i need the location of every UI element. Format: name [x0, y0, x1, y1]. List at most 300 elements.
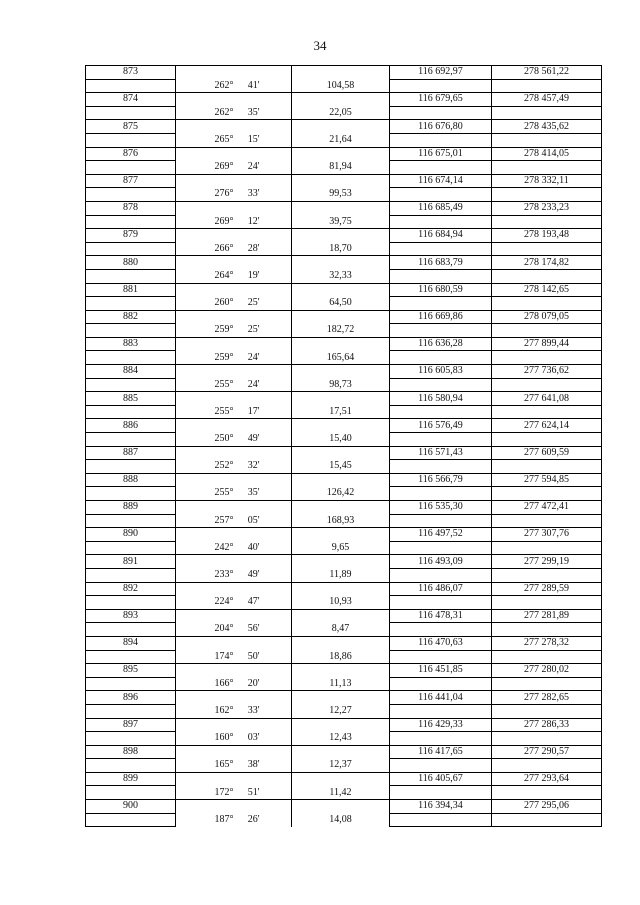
- x-coordinate: 116 405,67: [390, 772, 492, 786]
- point-cell-empty: [86, 106, 176, 120]
- segment-row: [86, 405, 602, 419]
- direction-angle: [176, 759, 292, 773]
- point-number: 877: [86, 174, 176, 188]
- point-cell-empty: [86, 351, 176, 365]
- x-cell-empty: [390, 161, 492, 175]
- x-cell-empty: [390, 269, 492, 283]
- x-cell-empty: [390, 487, 492, 501]
- point-cell-empty: [86, 786, 176, 800]
- angle-minutes: 35': [247, 106, 260, 118]
- x-cell-empty: [390, 786, 492, 800]
- x-coordinate: 116 417,65: [390, 745, 492, 759]
- angle-minutes: 24': [247, 161, 260, 173]
- y-coordinate: 277 289,59: [492, 582, 602, 596]
- direction-angle: [176, 677, 292, 691]
- segment-distance: 12,37: [292, 759, 390, 773]
- angle-cell-empty: [176, 174, 292, 188]
- point-number: 884: [86, 365, 176, 379]
- segment-distance: 168,93: [292, 514, 390, 528]
- angle-cell-empty: [176, 66, 292, 80]
- direction-angle: [176, 732, 292, 746]
- point-row: [86, 174, 602, 188]
- direction-angle: [176, 650, 292, 664]
- angle-degrees: 255°: [214, 378, 234, 390]
- point-number: 882: [86, 310, 176, 324]
- coordinates-table-body: [86, 66, 602, 827]
- segment-distance: 11,89: [292, 568, 390, 582]
- segment-row: [86, 133, 602, 147]
- y-coordinate: 277 609,59: [492, 446, 602, 460]
- y-cell-empty: [492, 161, 602, 175]
- y-coordinate: 277 293,64: [492, 772, 602, 786]
- y-coordinate: 277 299,19: [492, 555, 602, 569]
- y-cell-empty: [492, 242, 602, 256]
- x-cell-empty: [390, 433, 492, 447]
- direction-angle: [176, 405, 292, 419]
- distance-cell-empty: [292, 283, 390, 297]
- point-number: 900: [86, 800, 176, 814]
- distance-cell-empty: [292, 365, 390, 379]
- point-row: [86, 365, 602, 379]
- point-number: 885: [86, 392, 176, 406]
- segment-row: [86, 106, 602, 120]
- distance-cell-empty: [292, 229, 390, 243]
- direction-angle: [176, 487, 292, 501]
- angle-degrees: 255°: [214, 487, 234, 499]
- x-cell-empty: [390, 351, 492, 365]
- angle-minutes: 49': [247, 569, 260, 581]
- point-cell-empty: [86, 133, 176, 147]
- angle-minutes: 33': [247, 188, 260, 200]
- point-row: [86, 800, 602, 814]
- y-cell-empty: [492, 677, 602, 691]
- point-cell-empty: [86, 460, 176, 474]
- angle-minutes: 41': [247, 79, 260, 91]
- x-coordinate: 116 580,94: [390, 392, 492, 406]
- y-coordinate: 277 281,89: [492, 609, 602, 623]
- angle-minutes: 15': [247, 134, 260, 146]
- direction-angle: [176, 813, 292, 827]
- y-cell-empty: [492, 786, 602, 800]
- x-cell-empty: [390, 242, 492, 256]
- x-coordinate: 116 674,14: [390, 174, 492, 188]
- segment-distance: 15,40: [292, 433, 390, 447]
- segment-row: [86, 487, 602, 501]
- angle-cell-empty: [176, 664, 292, 678]
- distance-cell-empty: [292, 337, 390, 351]
- point-row: [86, 718, 602, 732]
- x-cell-empty: [390, 106, 492, 120]
- x-coordinate: 116 675,01: [390, 147, 492, 161]
- point-number: 879: [86, 229, 176, 243]
- angle-cell-empty: [176, 691, 292, 705]
- x-coordinate: 116 684,94: [390, 229, 492, 243]
- distance-cell-empty: [292, 310, 390, 324]
- y-coordinate: 278 332,11: [492, 174, 602, 188]
- point-number: 893: [86, 609, 176, 623]
- angle-degrees: 262°: [214, 106, 234, 118]
- angle-degrees: 260°: [214, 297, 234, 309]
- point-number: 878: [86, 201, 176, 215]
- x-cell-empty: [390, 704, 492, 718]
- y-cell-empty: [492, 813, 602, 827]
- distance-cell-empty: [292, 555, 390, 569]
- angle-cell-empty: [176, 528, 292, 542]
- angle-cell-empty: [176, 93, 292, 107]
- x-cell-empty: [390, 133, 492, 147]
- angle-degrees: 172°: [214, 786, 234, 798]
- angle-cell-empty: [176, 745, 292, 759]
- segment-distance: 39,75: [292, 215, 390, 229]
- point-cell-empty: [86, 161, 176, 175]
- angle-degrees: 204°: [214, 623, 234, 635]
- direction-angle: [176, 704, 292, 718]
- distance-cell-empty: [292, 93, 390, 107]
- point-cell-empty: [86, 650, 176, 664]
- point-cell-empty: [86, 813, 176, 827]
- segment-distance: 64,50: [292, 297, 390, 311]
- angle-degrees: 269°: [214, 215, 234, 227]
- y-coordinate: 277 472,41: [492, 501, 602, 515]
- angle-degrees: 259°: [214, 324, 234, 336]
- point-row: [86, 93, 602, 107]
- angle-cell-empty: [176, 365, 292, 379]
- y-coordinate: 277 736,62: [492, 365, 602, 379]
- x-cell-empty: [390, 732, 492, 746]
- x-cell-empty: [390, 297, 492, 311]
- x-coordinate: 116 680,59: [390, 283, 492, 297]
- segment-distance: 10,93: [292, 596, 390, 610]
- point-cell-empty: [86, 433, 176, 447]
- x-coordinate: 116 478,31: [390, 609, 492, 623]
- angle-minutes: 28': [247, 242, 260, 254]
- angle-cell-empty: [176, 147, 292, 161]
- angle-cell-empty: [176, 256, 292, 270]
- angle-degrees: 265°: [214, 134, 234, 146]
- direction-angle: [176, 269, 292, 283]
- segment-distance: 21,64: [292, 133, 390, 147]
- point-row: [86, 691, 602, 705]
- coordinates-table: [85, 65, 602, 827]
- angle-cell-empty: [176, 229, 292, 243]
- distance-cell-empty: [292, 120, 390, 134]
- distance-cell-empty: [292, 419, 390, 433]
- point-row: [86, 147, 602, 161]
- point-number: 880: [86, 256, 176, 270]
- x-coordinate: 116 679,65: [390, 93, 492, 107]
- y-coordinate: 277 641,08: [492, 392, 602, 406]
- angle-minutes: 38': [247, 759, 260, 771]
- point-cell-empty: [86, 596, 176, 610]
- angle-minutes: 25': [247, 324, 260, 336]
- point-cell-empty: [86, 297, 176, 311]
- distance-cell-empty: [292, 745, 390, 759]
- angle-minutes: 51': [247, 786, 260, 798]
- x-cell-empty: [390, 324, 492, 338]
- segment-distance: 18,70: [292, 242, 390, 256]
- point-number: 894: [86, 636, 176, 650]
- angle-cell-empty: [176, 201, 292, 215]
- page-number: 34: [313, 38, 327, 53]
- x-coordinate: 116 486,07: [390, 582, 492, 596]
- y-cell-empty: [492, 405, 602, 419]
- point-cell-empty: [86, 324, 176, 338]
- x-cell-empty: [390, 568, 492, 582]
- angle-minutes: 05': [247, 514, 260, 526]
- direction-angle: [176, 161, 292, 175]
- angle-minutes: 50': [247, 650, 260, 662]
- point-row: [86, 609, 602, 623]
- segment-distance: 32,33: [292, 269, 390, 283]
- point-number: 891: [86, 555, 176, 569]
- x-cell-empty: [390, 623, 492, 637]
- point-cell-empty: [86, 623, 176, 637]
- segment-row: [86, 623, 602, 637]
- x-coordinate: 116 576,49: [390, 419, 492, 433]
- y-cell-empty: [492, 732, 602, 746]
- point-cell-empty: [86, 215, 176, 229]
- x-cell-empty: [390, 759, 492, 773]
- angle-degrees: 233°: [214, 569, 234, 581]
- direction-angle: [176, 433, 292, 447]
- point-row: [86, 229, 602, 243]
- y-cell-empty: [492, 433, 602, 447]
- direction-angle: [176, 324, 292, 338]
- y-cell-empty: [492, 460, 602, 474]
- distance-cell-empty: [292, 256, 390, 270]
- angle-minutes: 40': [247, 541, 260, 553]
- angle-cell-empty: [176, 446, 292, 460]
- distance-cell-empty: [292, 582, 390, 596]
- angle-cell-empty: [176, 718, 292, 732]
- y-coordinate: 277 307,76: [492, 528, 602, 542]
- angle-minutes: 33': [247, 704, 260, 716]
- x-cell-empty: [390, 79, 492, 93]
- distance-cell-empty: [292, 528, 390, 542]
- y-coordinate: 277 624,14: [492, 419, 602, 433]
- direction-angle: [176, 297, 292, 311]
- segment-row: [86, 433, 602, 447]
- angle-cell-empty: [176, 337, 292, 351]
- direction-angle: [176, 133, 292, 147]
- distance-cell-empty: [292, 664, 390, 678]
- angle-degrees: 162°: [214, 704, 234, 716]
- angle-cell-empty: [176, 283, 292, 297]
- x-coordinate: 116 497,52: [390, 528, 492, 542]
- angle-degrees: 166°: [214, 677, 234, 689]
- angle-cell-empty: [176, 501, 292, 515]
- segment-row: [86, 460, 602, 474]
- direction-angle: [176, 541, 292, 555]
- angle-minutes: 17': [247, 405, 260, 417]
- y-cell-empty: [492, 215, 602, 229]
- segment-row: [86, 650, 602, 664]
- point-cell-empty: [86, 487, 176, 501]
- point-row: [86, 636, 602, 650]
- direction-angle: [176, 351, 292, 365]
- segment-distance: 18,86: [292, 650, 390, 664]
- angle-degrees: 259°: [214, 351, 234, 363]
- x-cell-empty: [390, 514, 492, 528]
- angle-minutes: 24': [247, 378, 260, 390]
- y-cell-empty: [492, 378, 602, 392]
- y-coordinate: 278 142,65: [492, 283, 602, 297]
- segment-row: [86, 759, 602, 773]
- y-coordinate: 278 457,49: [492, 93, 602, 107]
- angle-minutes: 24': [247, 351, 260, 363]
- point-row: [86, 745, 602, 759]
- y-cell-empty: [492, 324, 602, 338]
- point-number: 875: [86, 120, 176, 134]
- segment-row: [86, 215, 602, 229]
- point-cell-empty: [86, 405, 176, 419]
- y-coordinate: 277 282,65: [492, 691, 602, 705]
- y-coordinate: 277 899,44: [492, 337, 602, 351]
- point-number: 890: [86, 528, 176, 542]
- angle-degrees: 224°: [214, 596, 234, 608]
- point-number: 889: [86, 501, 176, 515]
- angle-degrees: 252°: [214, 460, 234, 472]
- direction-angle: [176, 378, 292, 392]
- angle-minutes: 20': [247, 677, 260, 689]
- angle-cell-empty: [176, 636, 292, 650]
- angle-cell-empty: [176, 582, 292, 596]
- distance-cell-empty: [292, 174, 390, 188]
- angle-degrees: 269°: [214, 161, 234, 173]
- y-cell-empty: [492, 759, 602, 773]
- point-number: 888: [86, 473, 176, 487]
- angle-degrees: 257°: [214, 514, 234, 526]
- y-coordinate: 277 290,57: [492, 745, 602, 759]
- point-cell-empty: [86, 541, 176, 555]
- y-cell-empty: [492, 514, 602, 528]
- segment-row: [86, 79, 602, 93]
- x-coordinate: 116 676,80: [390, 120, 492, 134]
- point-row: [86, 473, 602, 487]
- angle-cell-empty: [176, 555, 292, 569]
- point-cell-empty: [86, 732, 176, 746]
- y-coordinate: 278 233,23: [492, 201, 602, 215]
- angle-cell-empty: [176, 473, 292, 487]
- angle-minutes: 56': [247, 623, 260, 635]
- point-cell-empty: [86, 378, 176, 392]
- x-coordinate: 116 535,30: [390, 501, 492, 515]
- segment-distance: 99,53: [292, 188, 390, 202]
- angle-minutes: 49': [247, 433, 260, 445]
- segment-row: [86, 514, 602, 528]
- y-cell-empty: [492, 623, 602, 637]
- distance-cell-empty: [292, 800, 390, 814]
- point-number: 883: [86, 337, 176, 351]
- point-row: [86, 120, 602, 134]
- distance-cell-empty: [292, 473, 390, 487]
- point-number: 899: [86, 772, 176, 786]
- distance-cell-empty: [292, 147, 390, 161]
- segment-distance: 9,65: [292, 541, 390, 555]
- x-cell-empty: [390, 677, 492, 691]
- x-coordinate: 116 571,43: [390, 446, 492, 460]
- y-cell-empty: [492, 596, 602, 610]
- point-number: 874: [86, 93, 176, 107]
- segment-distance: 8,47: [292, 623, 390, 637]
- angle-cell-empty: [176, 800, 292, 814]
- segment-distance: 12,27: [292, 704, 390, 718]
- x-coordinate: 116 636,28: [390, 337, 492, 351]
- point-number: 881: [86, 283, 176, 297]
- x-cell-empty: [390, 188, 492, 202]
- point-row: [86, 66, 602, 80]
- point-row: [86, 419, 602, 433]
- point-cell-empty: [86, 514, 176, 528]
- point-number: 886: [86, 419, 176, 433]
- direction-angle: [176, 79, 292, 93]
- direction-angle: [176, 106, 292, 120]
- y-cell-empty: [492, 650, 602, 664]
- angle-degrees: 262°: [214, 79, 234, 91]
- segment-distance: 165,64: [292, 351, 390, 365]
- direction-angle: [176, 242, 292, 256]
- segment-distance: 126,42: [292, 487, 390, 501]
- angle-degrees: 187°: [214, 813, 234, 825]
- segment-distance: 22,05: [292, 106, 390, 120]
- angle-minutes: 25': [247, 297, 260, 309]
- y-coordinate: 277 286,33: [492, 718, 602, 732]
- segment-row: [86, 242, 602, 256]
- point-cell-empty: [86, 79, 176, 93]
- segment-row: [86, 188, 602, 202]
- x-coordinate: 116 685,49: [390, 201, 492, 215]
- point-row: [86, 337, 602, 351]
- point-row: [86, 528, 602, 542]
- angle-degrees: 160°: [214, 732, 234, 744]
- segment-row: [86, 378, 602, 392]
- point-row: [86, 392, 602, 406]
- angle-cell-empty: [176, 609, 292, 623]
- segment-distance: 182,72: [292, 324, 390, 338]
- direction-angle: [176, 568, 292, 582]
- angle-minutes: 19': [247, 269, 260, 281]
- x-coordinate: 116 683,79: [390, 256, 492, 270]
- x-cell-empty: [390, 813, 492, 827]
- y-coordinate: 278 561,22: [492, 66, 602, 80]
- angle-minutes: 26': [247, 813, 260, 825]
- angle-minutes: 32': [247, 460, 260, 472]
- x-coordinate: 116 470,63: [390, 636, 492, 650]
- y-coordinate: 277 278,32: [492, 636, 602, 650]
- x-coordinate: 116 394,34: [390, 800, 492, 814]
- angle-cell-empty: [176, 772, 292, 786]
- point-row: [86, 555, 602, 569]
- angle-degrees: 266°: [214, 242, 234, 254]
- direction-angle: [176, 514, 292, 528]
- angle-degrees: 250°: [214, 433, 234, 445]
- point-cell-empty: [86, 677, 176, 691]
- point-row: [86, 283, 602, 297]
- angle-degrees: 165°: [214, 759, 234, 771]
- segment-row: [86, 541, 602, 555]
- point-row: [86, 446, 602, 460]
- distance-cell-empty: [292, 66, 390, 80]
- point-row: [86, 201, 602, 215]
- point-cell-empty: [86, 568, 176, 582]
- point-cell-empty: [86, 242, 176, 256]
- y-cell-empty: [492, 704, 602, 718]
- y-coordinate: 277 280,02: [492, 664, 602, 678]
- distance-cell-empty: [292, 201, 390, 215]
- angle-cell-empty: [176, 419, 292, 433]
- x-coordinate: 116 605,83: [390, 365, 492, 379]
- direction-angle: [176, 460, 292, 474]
